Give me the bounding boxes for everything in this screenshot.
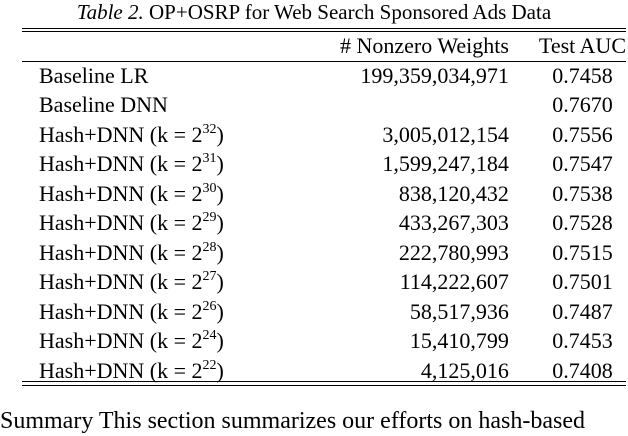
- exponent: 31: [202, 151, 217, 166]
- header-weights: # Nonzero Weights: [340, 33, 509, 58]
- exponent: 30: [202, 180, 217, 196]
- close-paren: ): [216, 298, 224, 324]
- table-row: [22, 326, 626, 356]
- auc-cell: 0.7538: [552, 180, 613, 206]
- method-label: Hash+DNN (k = 2: [39, 210, 203, 235]
- table-row: [22, 120, 626, 150]
- table-caption: [0, 0, 628, 24]
- table-row: [22, 179, 626, 209]
- weights-cell: 4,125,016: [420, 357, 509, 383]
- exponent: 27: [202, 269, 217, 284]
- auc-cell: 0.7670: [552, 92, 613, 117]
- method-label: Baseline LR: [39, 62, 149, 88]
- bottom-rule-1: [22, 381, 626, 382]
- exponent: 22: [202, 357, 217, 373]
- method-label: Hash+DNN (k = 2: [39, 328, 203, 353]
- method-label: Baseline DNN: [39, 92, 168, 117]
- exponent: 28: [202, 239, 217, 255]
- table-row: [22, 90, 626, 120]
- weights-cell: 1,599,247,184: [382, 151, 509, 176]
- method-cell: [22, 149, 303, 179]
- results-table: [22, 31, 626, 385]
- caption-label: Table 2.: [76, 0, 144, 24]
- close-paren: ): [216, 151, 224, 176]
- table-row: [22, 297, 626, 327]
- method-cell: [22, 326, 303, 356]
- method-label: Hash+DNN (k = 2: [39, 239, 203, 265]
- header-method: [22, 31, 303, 61]
- weights-cell: 58,517,936: [409, 298, 509, 324]
- auc-cell: 0.7556: [552, 121, 613, 147]
- auc-cell: 0.7487: [552, 298, 613, 324]
- auc-cell: 0.7458: [552, 62, 613, 88]
- table-row: [22, 208, 626, 238]
- header-row: [22, 31, 626, 61]
- weights-cell: 114,222,607: [399, 269, 509, 294]
- method-cell: [22, 179, 303, 209]
- close-paren: ): [216, 210, 224, 235]
- body-text: Summary This section summarizes our efforts on hash-based: [0, 408, 585, 434]
- method-label: Hash+DNN (k = 2: [39, 269, 203, 294]
- method-cell: [22, 267, 303, 297]
- exponent: 24: [202, 328, 217, 343]
- weights-cell: 838,120,432: [398, 180, 509, 206]
- header-auc: Test AUC: [538, 33, 626, 58]
- auc-cell: 0.7408: [552, 357, 613, 383]
- exponent: 26: [202, 298, 217, 314]
- bottom-rule-2: [22, 385, 626, 386]
- table-row: [22, 238, 626, 268]
- weights-cell: 3,005,012,154: [382, 121, 509, 147]
- auc-cell: 0.7528: [552, 210, 613, 235]
- weights-cell: 222,780,993: [398, 239, 509, 265]
- weights-cell: 199,359,034,971: [360, 62, 509, 88]
- method-cell: [22, 90, 303, 120]
- weights-cell: 433,267,303: [398, 210, 509, 235]
- close-paren: ): [216, 357, 224, 383]
- weights-cell: 15,410,799: [409, 328, 509, 353]
- method-label: Hash+DNN (k = 2: [39, 121, 203, 147]
- auc-cell: 0.7453: [552, 328, 613, 353]
- method-cell: [22, 208, 303, 238]
- auc-cell: 0.7515: [552, 239, 613, 265]
- table-row: [22, 61, 626, 91]
- exponent: 32: [202, 121, 217, 137]
- close-paren: ): [216, 121, 224, 147]
- header-rule: [22, 61, 626, 62]
- weights-cell: [303, 90, 515, 120]
- method-label: Hash+DNN (k = 2: [39, 180, 203, 206]
- close-paren: ): [216, 328, 224, 353]
- auc-cell: 0.7501: [552, 269, 613, 294]
- method-cell: [22, 297, 303, 327]
- caption-text: OP+OSRP for Web Search Sponsored Ads Data: [149, 0, 552, 24]
- method-cell: [22, 120, 303, 150]
- close-paren: ): [216, 269, 224, 294]
- method-label: Hash+DNN (k = 2: [39, 151, 203, 176]
- method-label: Hash+DNN (k = 2: [39, 298, 203, 324]
- table-row: [22, 267, 626, 297]
- close-paren: ): [216, 239, 224, 265]
- method-cell: [22, 238, 303, 268]
- auc-cell: 0.7547: [552, 151, 613, 176]
- top-rule-1: [22, 28, 626, 29]
- exponent: 29: [202, 210, 217, 225]
- method-label: Hash+DNN (k = 2: [39, 357, 203, 383]
- table-row: [22, 149, 626, 179]
- close-paren: ): [216, 180, 224, 206]
- method-cell: [22, 61, 303, 91]
